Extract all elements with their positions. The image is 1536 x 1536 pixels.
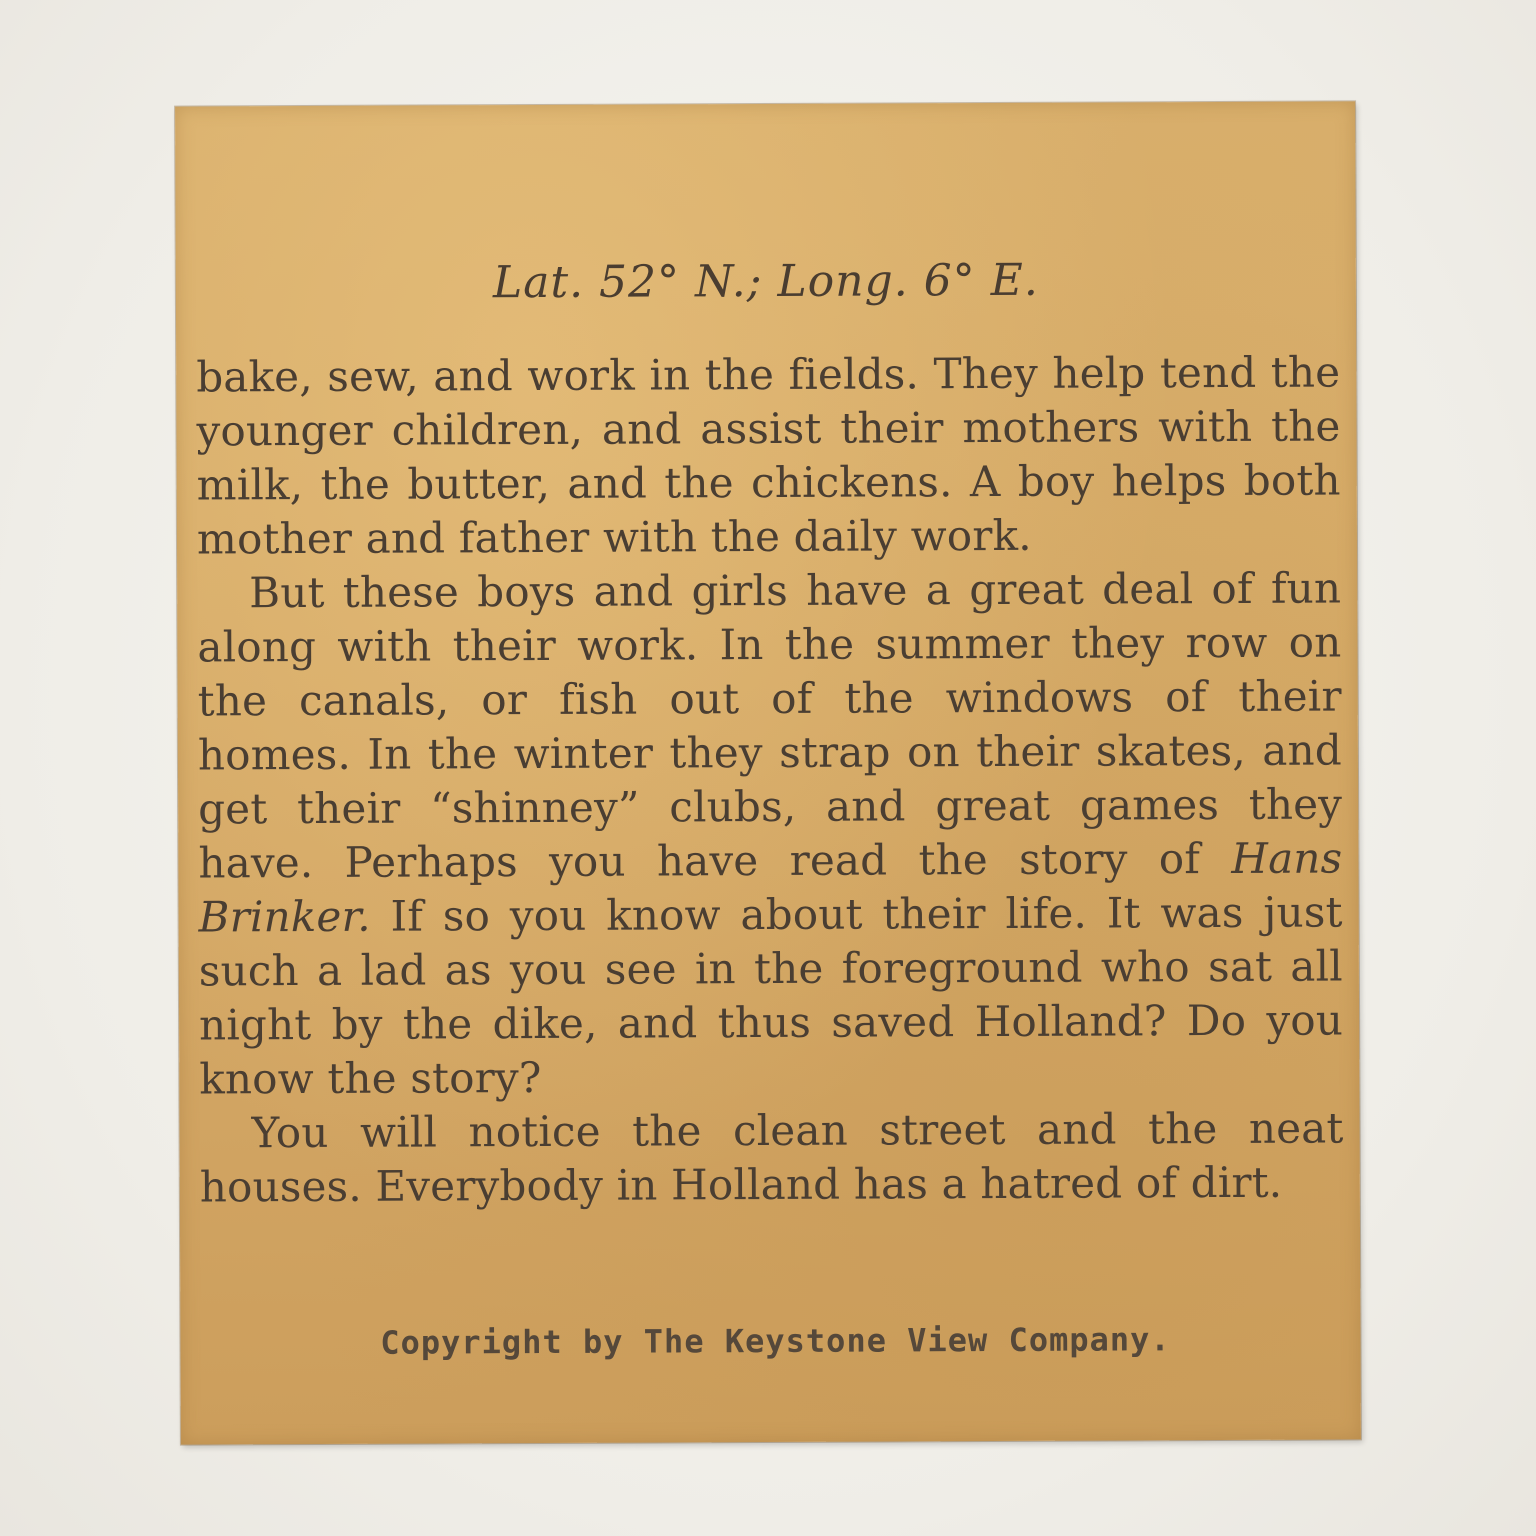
book-title-hans-brinker: Hans Brinker. — [198, 833, 1343, 942]
stereoview-card-back — [175, 101, 1361, 1444]
paragraph-2-text-start: But these boys and girls have a great deal of fun along with their work. In the summer they row on the canals, or fish out of the windows of their homes. In the winter they strap on their skates, and get their “shinney” clubs, and great games they have. Perhaps you have read the story of — [197, 563, 1343, 888]
paragraph-1 — [196, 345, 1341, 566]
paragraph-2 — [197, 561, 1343, 1106]
paragraph-3 — [199, 1101, 1343, 1214]
paragraph-2-text-end: If so you know about their life. It was just such a lad as you see in the foreground who sat all night by the dike, and thus saved Holland? Do you know the story? — [198, 887, 1344, 1104]
card-body-text — [196, 345, 1344, 1214]
copyright-notice: Copyright by The Keystone View Company. — [380, 1320, 1171, 1362]
paragraph-3-text: You will notice the clean street and the neat houses. Everybody in Holland has a hatred of dirt. — [199, 1103, 1344, 1212]
paragraph-1-text: bake, sew, and work in the fields. They help tend the younger children, and assist their mothers with the milk, the butter, and the chickens. A boy helps both mother and father with the daily work. — [196, 347, 1341, 564]
coordinates-heading: Lat. 52° N.; Long. 6° E. — [492, 254, 1039, 309]
